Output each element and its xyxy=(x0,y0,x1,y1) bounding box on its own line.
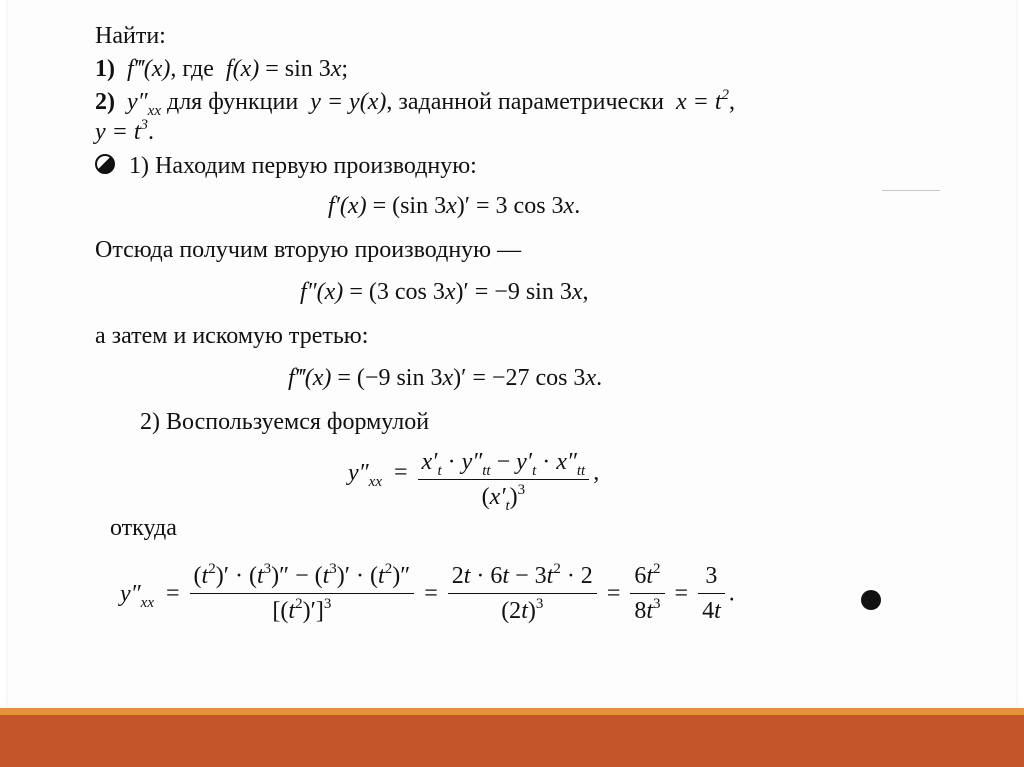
solution-text-2: Отсюда получим вторую производную — xyxy=(95,237,522,263)
task-2-formula-a: $y''_{xx}$ xyxy=(121,89,161,119)
formula-first-derivative: f′(x) = (sin 3x)′ = 3 cos 3x. xyxy=(328,193,581,219)
final-fraction-3: $\frac{6t^2}{8t^3}$ xyxy=(630,562,664,625)
task-1-text: , где xyxy=(170,56,214,82)
footer-accent-bar xyxy=(0,708,1024,715)
formula-parametric: $y''_{xx}$ = $\frac{x'_t \cdot y''_{tt} - y'_t \cdot x''_{tt}}{(x'_t)^3}$ , xyxy=(348,449,600,514)
task-1-number: 1) xyxy=(95,56,115,82)
task-2-number: 2) xyxy=(95,89,115,115)
final-fraction-4: $\frac{3}{4t}$ xyxy=(698,562,725,625)
decorative-line xyxy=(882,190,940,191)
half-filled-circle-icon xyxy=(95,154,115,174)
task-1-formula-b: f(x) xyxy=(219,56,260,82)
task-1-formula-a: f‴(x) xyxy=(121,56,171,82)
filled-circle-icon xyxy=(861,590,881,610)
solution-text-3: а затем и искомую третью: xyxy=(95,323,369,349)
solution-text-5: откуда xyxy=(110,515,177,541)
task-2-cont: $y = t^3$. xyxy=(95,117,155,145)
task-2 xyxy=(95,87,735,119)
final-fraction-1: $\frac{(t^2)' \cdot (t^3)'' - (t^3)' \cdot (t^2)''}{[(t^2)']^3}$ xyxy=(190,562,415,625)
formula-second-derivative: f″(x) = (3 cos 3x)′ = −9 sin 3x, xyxy=(300,279,589,305)
heading: Найти: xyxy=(95,23,166,49)
formula-parametric-fraction: $\frac{x'_t \cdot y''_{tt} - y'_t \cdot x''_{tt}}{(x'_t)^3}$ xyxy=(418,448,590,497)
formula-third-derivative: f‴(x) = (−9 sin 3x)′ = −27 cos 3x. xyxy=(288,365,603,391)
task-2-formula-c: $x = t^2$ xyxy=(669,87,729,115)
task-2-text-2: , заданной параметрически xyxy=(386,89,664,115)
solution-step-1 xyxy=(95,152,477,180)
formula-final: $y''_{xx}$ = $\frac{(t^2)' \cdot (t^3)'' - (t^3)' \cdot (t^2)''}{[(t^2)']^3}$ = $\frac{2t \cdot 6t - 3t^2 \cdot 2}{(2t)^3}$ = $\frac{6t^2}{8t^3}$ = $\frac{3}{4t}$ . xyxy=(120,561,735,624)
final-fraction-2: $\frac{2t \cdot 6t - 3t^2 \cdot 2}{(2t)^3}$ xyxy=(448,562,597,625)
task-2-comma: , xyxy=(728,89,735,115)
task-1: 1) f‴(x), где f(x) = sin 3x; xyxy=(95,56,349,82)
footer-bar xyxy=(0,715,1024,767)
task-2-text: для функции xyxy=(160,89,299,115)
solution-text-1: 1) Находим первую производную: xyxy=(129,153,477,179)
solution-text-4: 2) Воспользуемся формулой xyxy=(140,409,430,435)
task-2-formula-b: y = y(x) xyxy=(304,89,387,115)
